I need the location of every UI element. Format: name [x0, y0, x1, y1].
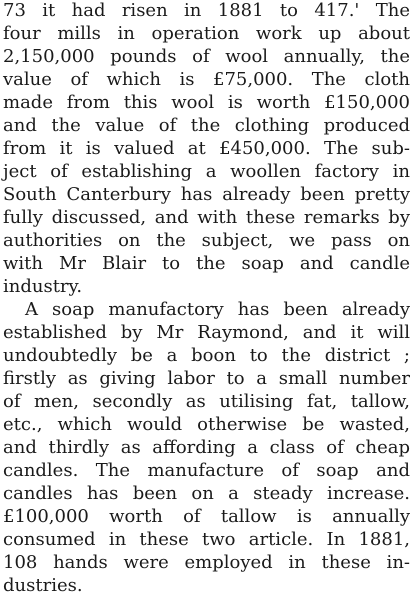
text-line-content: undoubtedly be a boon to the district ; [3, 345, 410, 366]
text-line [0, 481, 413, 506]
text-line [0, 44, 413, 69]
text-line-content: made from this wool is worth £150,000 [3, 92, 410, 113]
text-line-content: 2,150,000 pounds of wool annually, the [3, 46, 410, 67]
text-line [0, 527, 413, 552]
text-line-content: authorities on the subject, we pass on [3, 230, 410, 251]
text-line [0, 113, 413, 138]
text-line-content: South Canterbury has already been pretty [3, 184, 410, 205]
text-line [0, 274, 413, 299]
text-line-content: etc., which would otherwise be wasted, [3, 414, 410, 435]
text-line-content: dustries. [3, 575, 83, 595]
text-line-content: ject of establishing a woollen factory in [3, 161, 410, 182]
text-line [0, 573, 413, 595]
text-line [0, 297, 413, 322]
text-line-content: consumed in these two article. In 1881, [3, 529, 410, 550]
text-line-content: and thirdly as affording a class of cheap [3, 437, 410, 458]
text-line [0, 205, 413, 230]
text-line-content: A soap manufactory has been already [25, 299, 410, 320]
text-line [0, 320, 413, 345]
text-line-content: £100,000 worth of tallow is annually [3, 506, 410, 527]
text-line [0, 67, 413, 92]
text-line [0, 90, 413, 115]
text-line [0, 251, 413, 276]
text-line [0, 389, 413, 414]
text-line-content: four mills in operation work up about [3, 23, 410, 44]
text-line-content: firstly as giving labor to a small number [3, 368, 410, 389]
text-line-content: 73 it had risen in 1881 to 417.' The [3, 0, 410, 21]
text-line [0, 343, 413, 368]
text-line-content: of men, secondly as utilising fat, tallow, [3, 391, 410, 412]
text-line-content: and the value of the clothing produced [3, 115, 410, 136]
text-line-content: value of which is £75,000. The cloth [3, 69, 410, 90]
text-line [0, 435, 413, 460]
text-line [0, 21, 413, 46]
text-line [0, 412, 413, 437]
text-line [0, 366, 413, 391]
text-line [0, 0, 413, 23]
text-line-content: candles. The manufacture of soap and [3, 460, 410, 481]
text-line-content: fully discussed, and with these remarks by [3, 207, 410, 228]
text-line-content: industry. [3, 276, 83, 297]
text-line [0, 458, 413, 483]
text-line [0, 550, 413, 575]
text-line [0, 136, 413, 161]
text-line-content: 108 hands were employed in these in- [3, 552, 410, 573]
text-line-content: from it is valued at £450,000. The sub- [3, 138, 410, 159]
text-line-content: established by Mr Raymond, and it will [3, 322, 410, 343]
text-line-content: with Mr Blair to the soap and candle [3, 253, 410, 274]
text-line [0, 228, 413, 253]
text-line-content: candles has been on a steady increase. [3, 483, 410, 504]
text-line [0, 182, 413, 207]
text-line [0, 159, 413, 184]
text-line [0, 504, 413, 529]
